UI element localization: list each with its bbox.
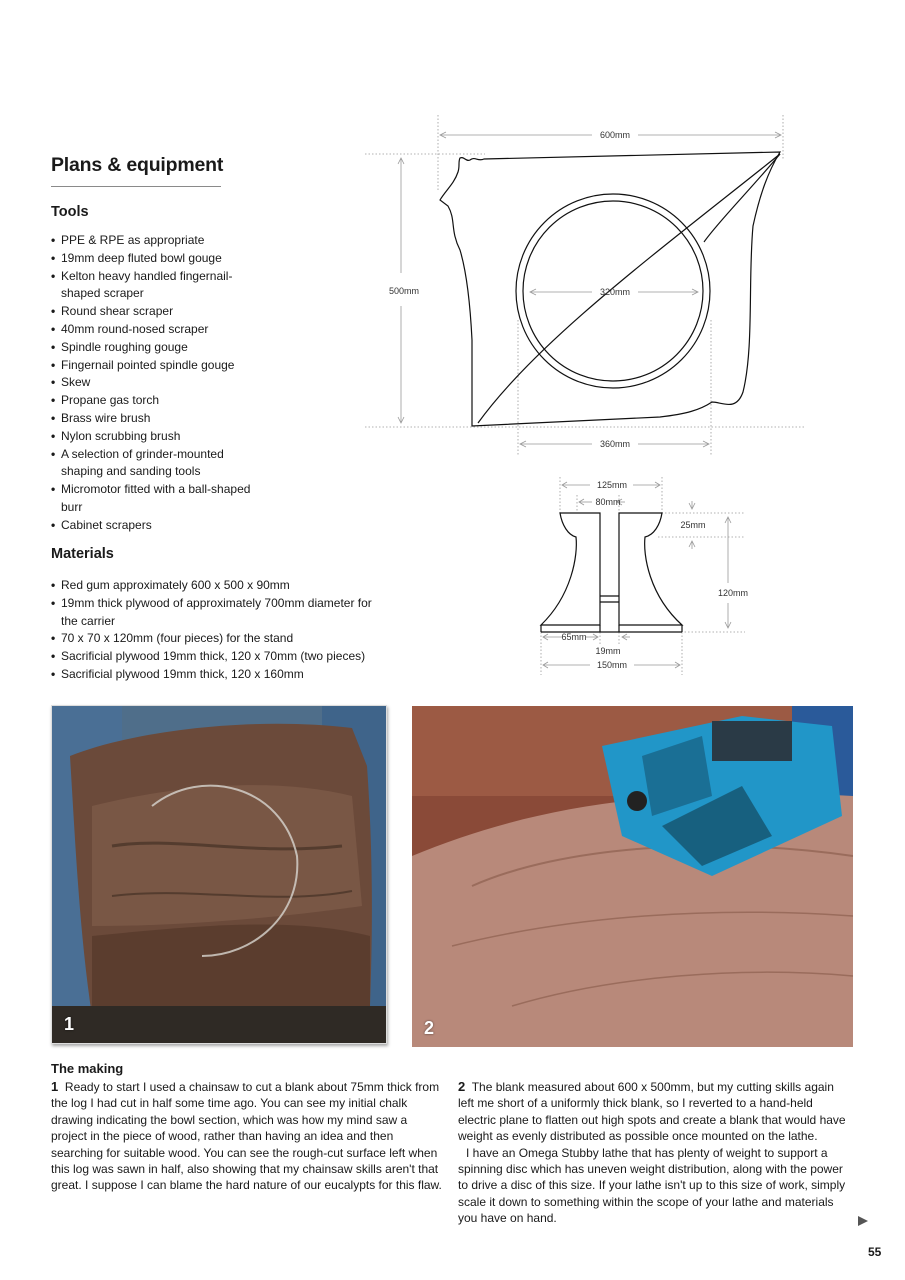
tools-item: • Cabinet scrapers: [51, 517, 266, 535]
planer-photo: [412, 706, 853, 1047]
tools-item: • A selection of grinder-mounted shaping and sanding tools: [51, 446, 266, 482]
page-title: Plans & equipment: [51, 154, 224, 176]
tools-heading: Tools: [51, 204, 89, 220]
dim-500mm: 500mm: [388, 286, 420, 296]
step-2-text: The blank measured about 600 x 500mm, but my cutting skills again left me short of a uniformly thick blank, so I reverted to a hand-held electric plane to flatten out high spots and create a blank that would have weight as evenly distributed as possible once mounted on the lathe.: [458, 1080, 846, 1144]
dim-360mm: 360mm: [599, 439, 631, 449]
page-number: 55: [868, 1245, 882, 1259]
tools-item: • 19mm deep fluted bowl gouge: [51, 250, 266, 268]
dim-19mm: 19mm: [595, 646, 621, 656]
making-step-2: [458, 1079, 850, 1227]
tools-item: • Micromotor fitted with a ball-shaped burr: [51, 481, 266, 517]
tools-item: • Brass wire brush: [51, 410, 266, 428]
step-1-text: Ready to start I used a chainsaw to cut a blank about 75mm thick from the log I had cut in half some time ago. You can see my initial chalk drawing indicating the bowl section, which was how my mind saw a project in the piece of wood, rather than having an idea and then searching for suitable wood. You can see the rough-cut surface left when this log was sawn in half, also showing that my chainsaw skills aren't that great. I suppose I can blame the hard nature of our eucalypts for this flaw.: [51, 1080, 442, 1193]
tools-item: • 40mm round-nosed scraper: [51, 321, 266, 339]
blank-plan-diagram: [360, 110, 810, 465]
tools-item: • Propane gas torch: [51, 392, 266, 410]
step-1-number: 1: [51, 1079, 59, 1094]
dim-65mm: 65mm: [561, 632, 587, 642]
photo-2-number: 2: [424, 1018, 435, 1038]
dim-80mm: 80mm: [595, 497, 621, 507]
title-divider: [51, 186, 221, 187]
photo-1: [51, 705, 387, 1044]
dim-600mm: 600mm: [599, 130, 631, 140]
dim-150mm: 150mm: [596, 660, 628, 670]
dim-320mm: 320mm: [599, 287, 631, 297]
tools-item: • Fingernail pointed spindle gouge: [51, 357, 266, 375]
dim-25mm: 25mm: [680, 520, 706, 530]
materials-item: • 19mm thick plywood of approximately 700mm diameter for the carrier: [51, 595, 381, 631]
tools-item: • Spindle roughing gouge: [51, 339, 266, 357]
tools-item: • Round shear scraper: [51, 303, 266, 321]
wood-blank-photo: [52, 706, 386, 1043]
dim-125mm: 125mm: [596, 480, 628, 490]
continue-arrow-icon: [857, 1215, 869, 1227]
tools-item: • Nylon scrubbing brush: [51, 428, 266, 446]
materials-item: • Sacrificial plywood 19mm thick, 120 x 70mm (two pieces): [51, 648, 381, 666]
making-heading: The making: [51, 1061, 124, 1076]
materials-item: • 70 x 70 x 120mm (four pieces) for the stand: [51, 630, 381, 648]
step-2-number: 2: [458, 1079, 466, 1094]
materials-item: • Red gum approximately 600 x 500 x 90mm: [51, 577, 381, 595]
materials-list: [51, 577, 381, 684]
photo-2: [412, 706, 853, 1047]
making-step-1: [51, 1079, 443, 1194]
tools-item: • Skew: [51, 374, 266, 392]
stand-diagram: [530, 475, 760, 680]
dim-120mm: 120mm: [717, 588, 749, 598]
tools-item: • PPE & RPE as appropriate: [51, 232, 266, 250]
step-2-text-2: I have an Omega Stubby lathe that has plenty of weight to support a spinning disc which has uneven weight distribution, along with the power to drive a disc of this size. If your lathe isn't up to this size of work, simply scale it down to something within the scope of your lathe and materials you have on hand.: [458, 1145, 846, 1226]
tools-list: [51, 232, 266, 535]
materials-item: • Sacrificial plywood 19mm thick, 120 x 160mm: [51, 666, 381, 684]
tools-item: • Kelton heavy handled fingernail-shaped scraper: [51, 268, 266, 304]
materials-heading: Materials: [51, 546, 114, 562]
photo-1-number: 1: [64, 1014, 75, 1034]
